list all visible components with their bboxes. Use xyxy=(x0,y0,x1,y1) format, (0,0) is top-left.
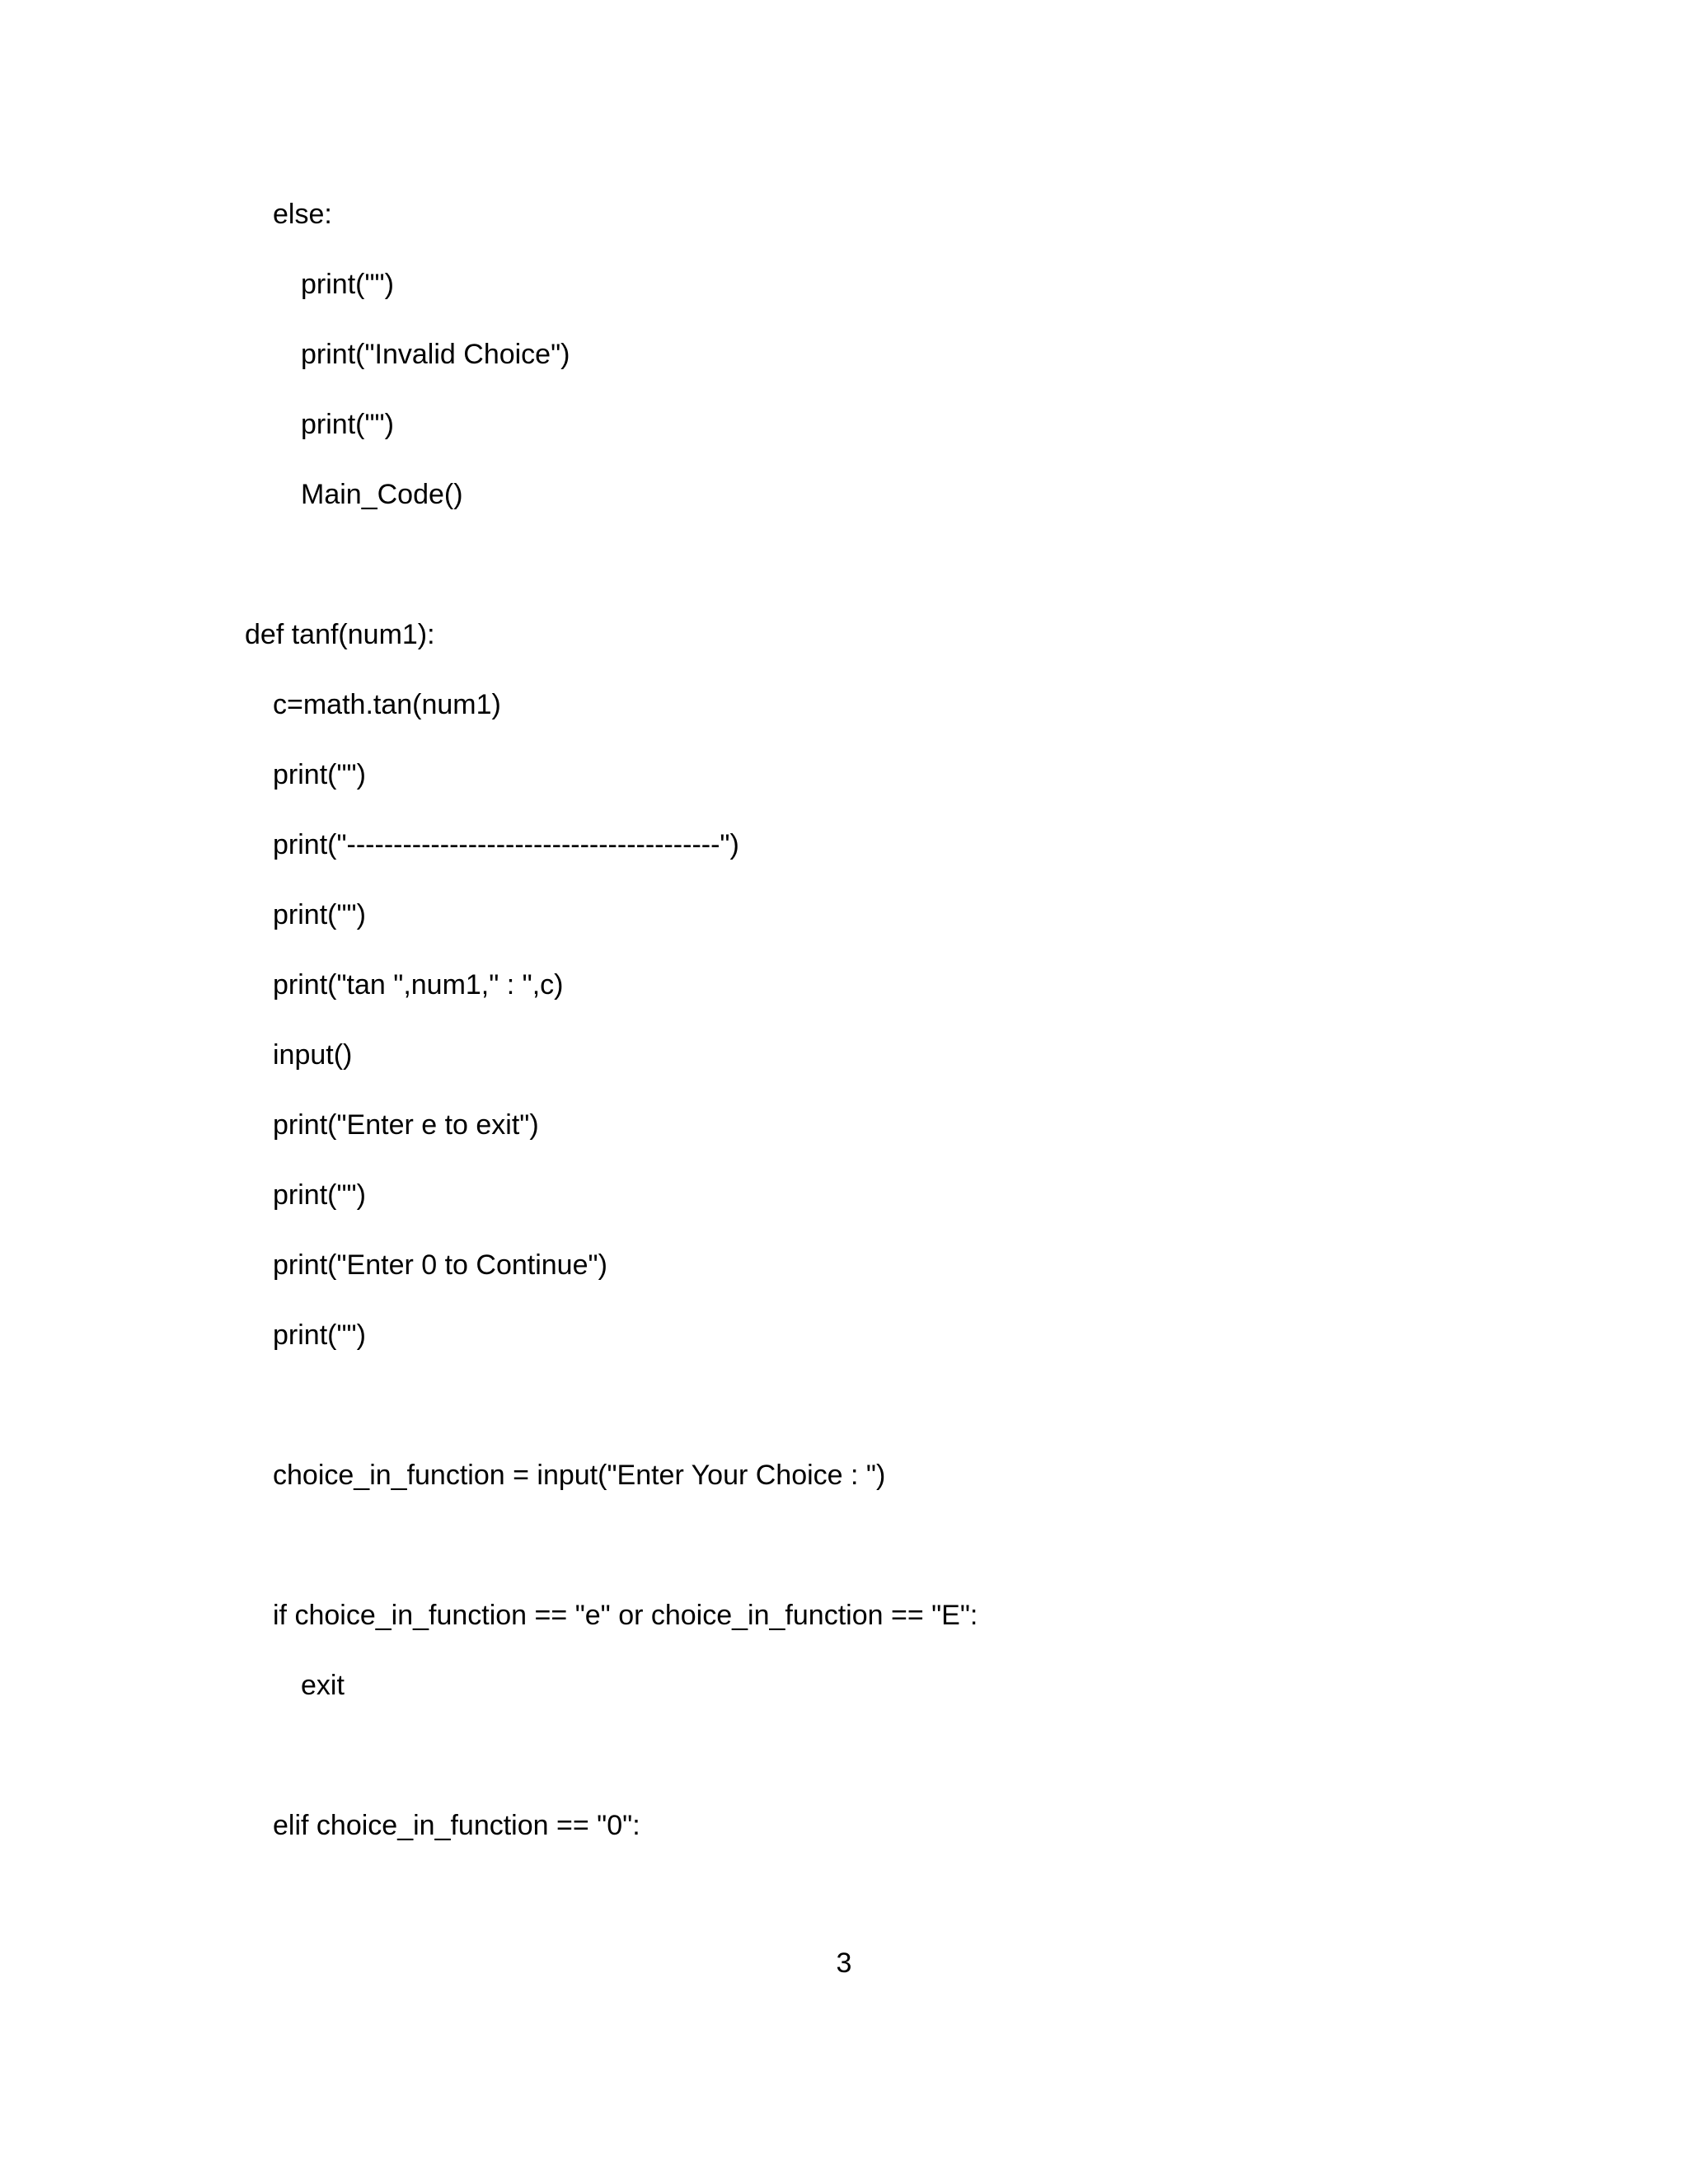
code-line: c=math.tan(num1) xyxy=(273,689,501,720)
code-line: print("") xyxy=(273,899,366,930)
code-line: exit xyxy=(301,1670,345,1701)
code-line: print("") xyxy=(301,269,394,300)
code-line: print("Enter 0 to Continue") xyxy=(273,1249,607,1281)
code-line: Main_Code() xyxy=(301,479,463,510)
code-line: print("") xyxy=(273,759,366,790)
code-line: if choice_in_function == "e" or choice_in_function == "E": xyxy=(273,1600,978,1631)
code-line: print("Enter e to exit") xyxy=(273,1109,539,1141)
code-line: print("Invalid Choice") xyxy=(301,339,570,370)
code-line: def tanf(num1): xyxy=(245,619,435,650)
code-line: choice_in_function = input("Enter Your Choice : ") xyxy=(273,1460,886,1491)
code-line: else: xyxy=(273,199,332,230)
code-line: print("") xyxy=(301,409,394,440)
code-line: print("----------------------------------------") xyxy=(273,829,739,860)
code-line: print("") xyxy=(273,1319,366,1351)
code-line: elif choice_in_function == "0": xyxy=(273,1810,640,1841)
page-number: 3 xyxy=(836,1947,852,1979)
code-line: print("tan ",num1," : ",c) xyxy=(273,969,564,1001)
code-line: input() xyxy=(273,1039,353,1071)
code-line: print("") xyxy=(273,1179,366,1211)
